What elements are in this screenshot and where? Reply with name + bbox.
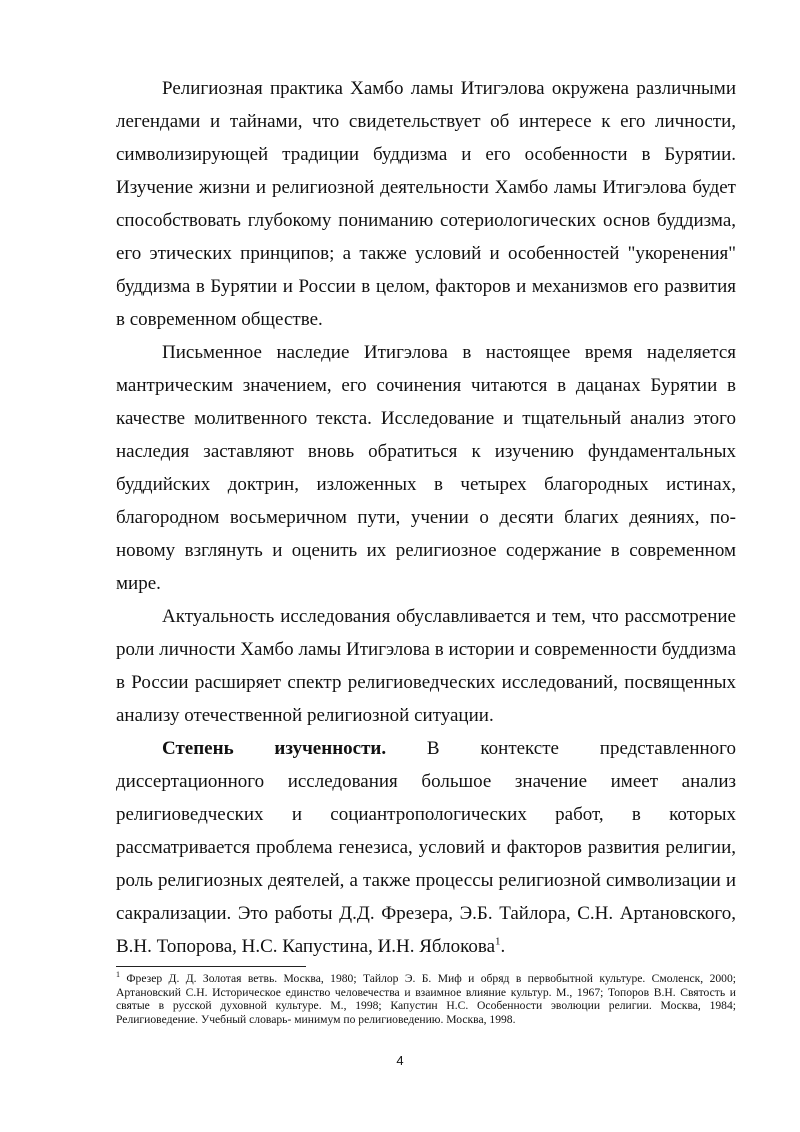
degree-of-study-heading: Степень изученности. [162, 738, 387, 759]
sentence-end: . [500, 936, 506, 957]
paragraph-itigelov-legends: Религиозная практика Хамбо ламы Итигэлова окружена различными легендами и тайнами, что свидетельствует об интересе к его личности, символизирующей традиции буддизма и его особенности в Бурятии. Изучение жизни и религиозной деятельности Хамбо ламы Итигэлова будет способствовать глубокому пониманию сотериологических основ буддизма, его этических принципов; а также условий и особенностей "укоренения" буддизма в Бурятии и России в целом, факторов и механизмов его развития в современном обществе. [116, 78, 736, 330]
paragraph-degree-of-study [116, 732, 736, 963]
page-number: 4 [396, 1053, 404, 1068]
paragraph-relevance: Актуальность исследования обуславливается и тем, что рассмотрение роли личности Хамбо ламы Итигэлова в истории и современности буддизма в России расширяет спектр религиоведческих исследований, посвященных анализу отечественной религиозной ситуации. [116, 606, 736, 726]
footnote-marker: 1 [116, 970, 120, 980]
main-text [116, 72, 736, 963]
degree-of-study-text: В контексте представленного диссертационного исследования большое значение имеет анализ религиоведческих и социантропологических работ, в которых рассматривается проблема генезиса, условий и факторов развития религии, роль религиозных деятелей, а также процессы религиозной символизации и сакрализации. Это работы Д.Д. Фрезера, Э.Б. Тайлора, С.Н. Артановского, В.Н. Топорова, Н.С. Капустина, И.Н. Яблокова [116, 738, 736, 957]
footnote-separator [116, 966, 306, 967]
footnote [116, 972, 736, 1026]
paragraph-written-heritage: Письменное наследие Итигэлова в настоящее время наделяется мантрическим значением, его сочинения читаются в дацанах Бурятии в качестве молитвенного текста. Исследование и тщательный анализ этого наследия заставляют вновь обратиться к изучению фундаментальных буддийских доктрин, изложенных в четырех благородных истинах, благородном восьмеричном пути, учении о десяти благих деяниях, по-новому взглянуть и оценить их религиозное содержание в современном мире. [116, 342, 736, 594]
footnote-text: Фрезер Д. Д. Золотая ветвь. Москва, 1980; Тайлор Э. Б. Миф и обряд в первобытной культуре. Смоленск, 2000; Артановский С.Н. Историческое единство человечества и взаимное влияние культур. М., 1967; Топоров В.Н. Святость и святые в русской духовной культуре. М., 1998; Капустин Н.С. Особенности эволюции религии. Москва, 1984; Религиоведение. Учебный словарь- минимум по религиоведению. Москва, 1998. [116, 972, 736, 1026]
footnote-reference[interactable]: 1 [495, 935, 501, 948]
